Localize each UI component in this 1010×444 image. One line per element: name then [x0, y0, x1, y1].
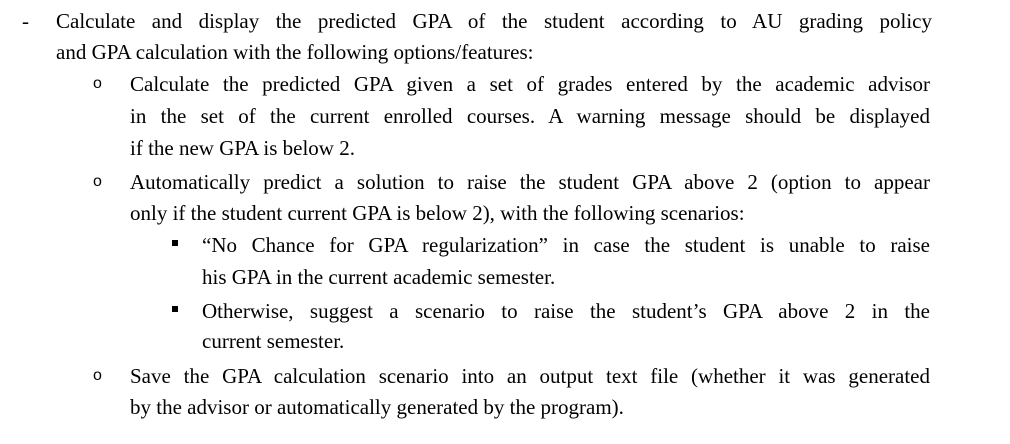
square-bullet-2 [172, 306, 178, 312]
subitem-2-line-2: only if the student current GPA is below 2), with the following scenarios: [130, 201, 745, 225]
paragraph-line-2: and GPA calculation with the following options/features: [56, 40, 534, 64]
paragraph-line-1: Calculate and display the predicted GPA of the student according to AU grading policy [56, 9, 932, 33]
nested-2-line-1: Otherwise, suggest a scenario to raise the student’s GPA above 2 in the [202, 299, 930, 323]
circle-bullet-3: o [93, 367, 102, 384]
nested-1-line-1: “No Chance for GPA regularization” in case the student is unable to raise [202, 233, 930, 257]
dash-bullet: - [22, 9, 29, 33]
subitem-1-line-1: Calculate the predicted GPA given a set of grades entered by the academic advisor [130, 72, 930, 96]
nested-2-line-2: current semester. [202, 329, 345, 353]
subitem-3-line-2: by the advisor or automatically generated by the program). [130, 395, 624, 419]
circle-bullet-1: o [93, 75, 102, 92]
square-bullet-1 [172, 240, 178, 246]
subitem-2-line-1: Automatically predict a solution to raise the student GPA above 2 (option to appear [130, 170, 930, 194]
subitem-1-line-2: in the set of the current enrolled courses. A warning message should be displayed [130, 104, 930, 128]
nested-1-line-2: his GPA in the current academic semester. [202, 265, 556, 289]
subitem-3-line-1: Save the GPA calculation scenario into an output text file (whether it was generated [130, 364, 930, 388]
subitem-1-line-3: if the new GPA is below 2. [130, 136, 355, 160]
circle-bullet-2: o [93, 173, 102, 190]
